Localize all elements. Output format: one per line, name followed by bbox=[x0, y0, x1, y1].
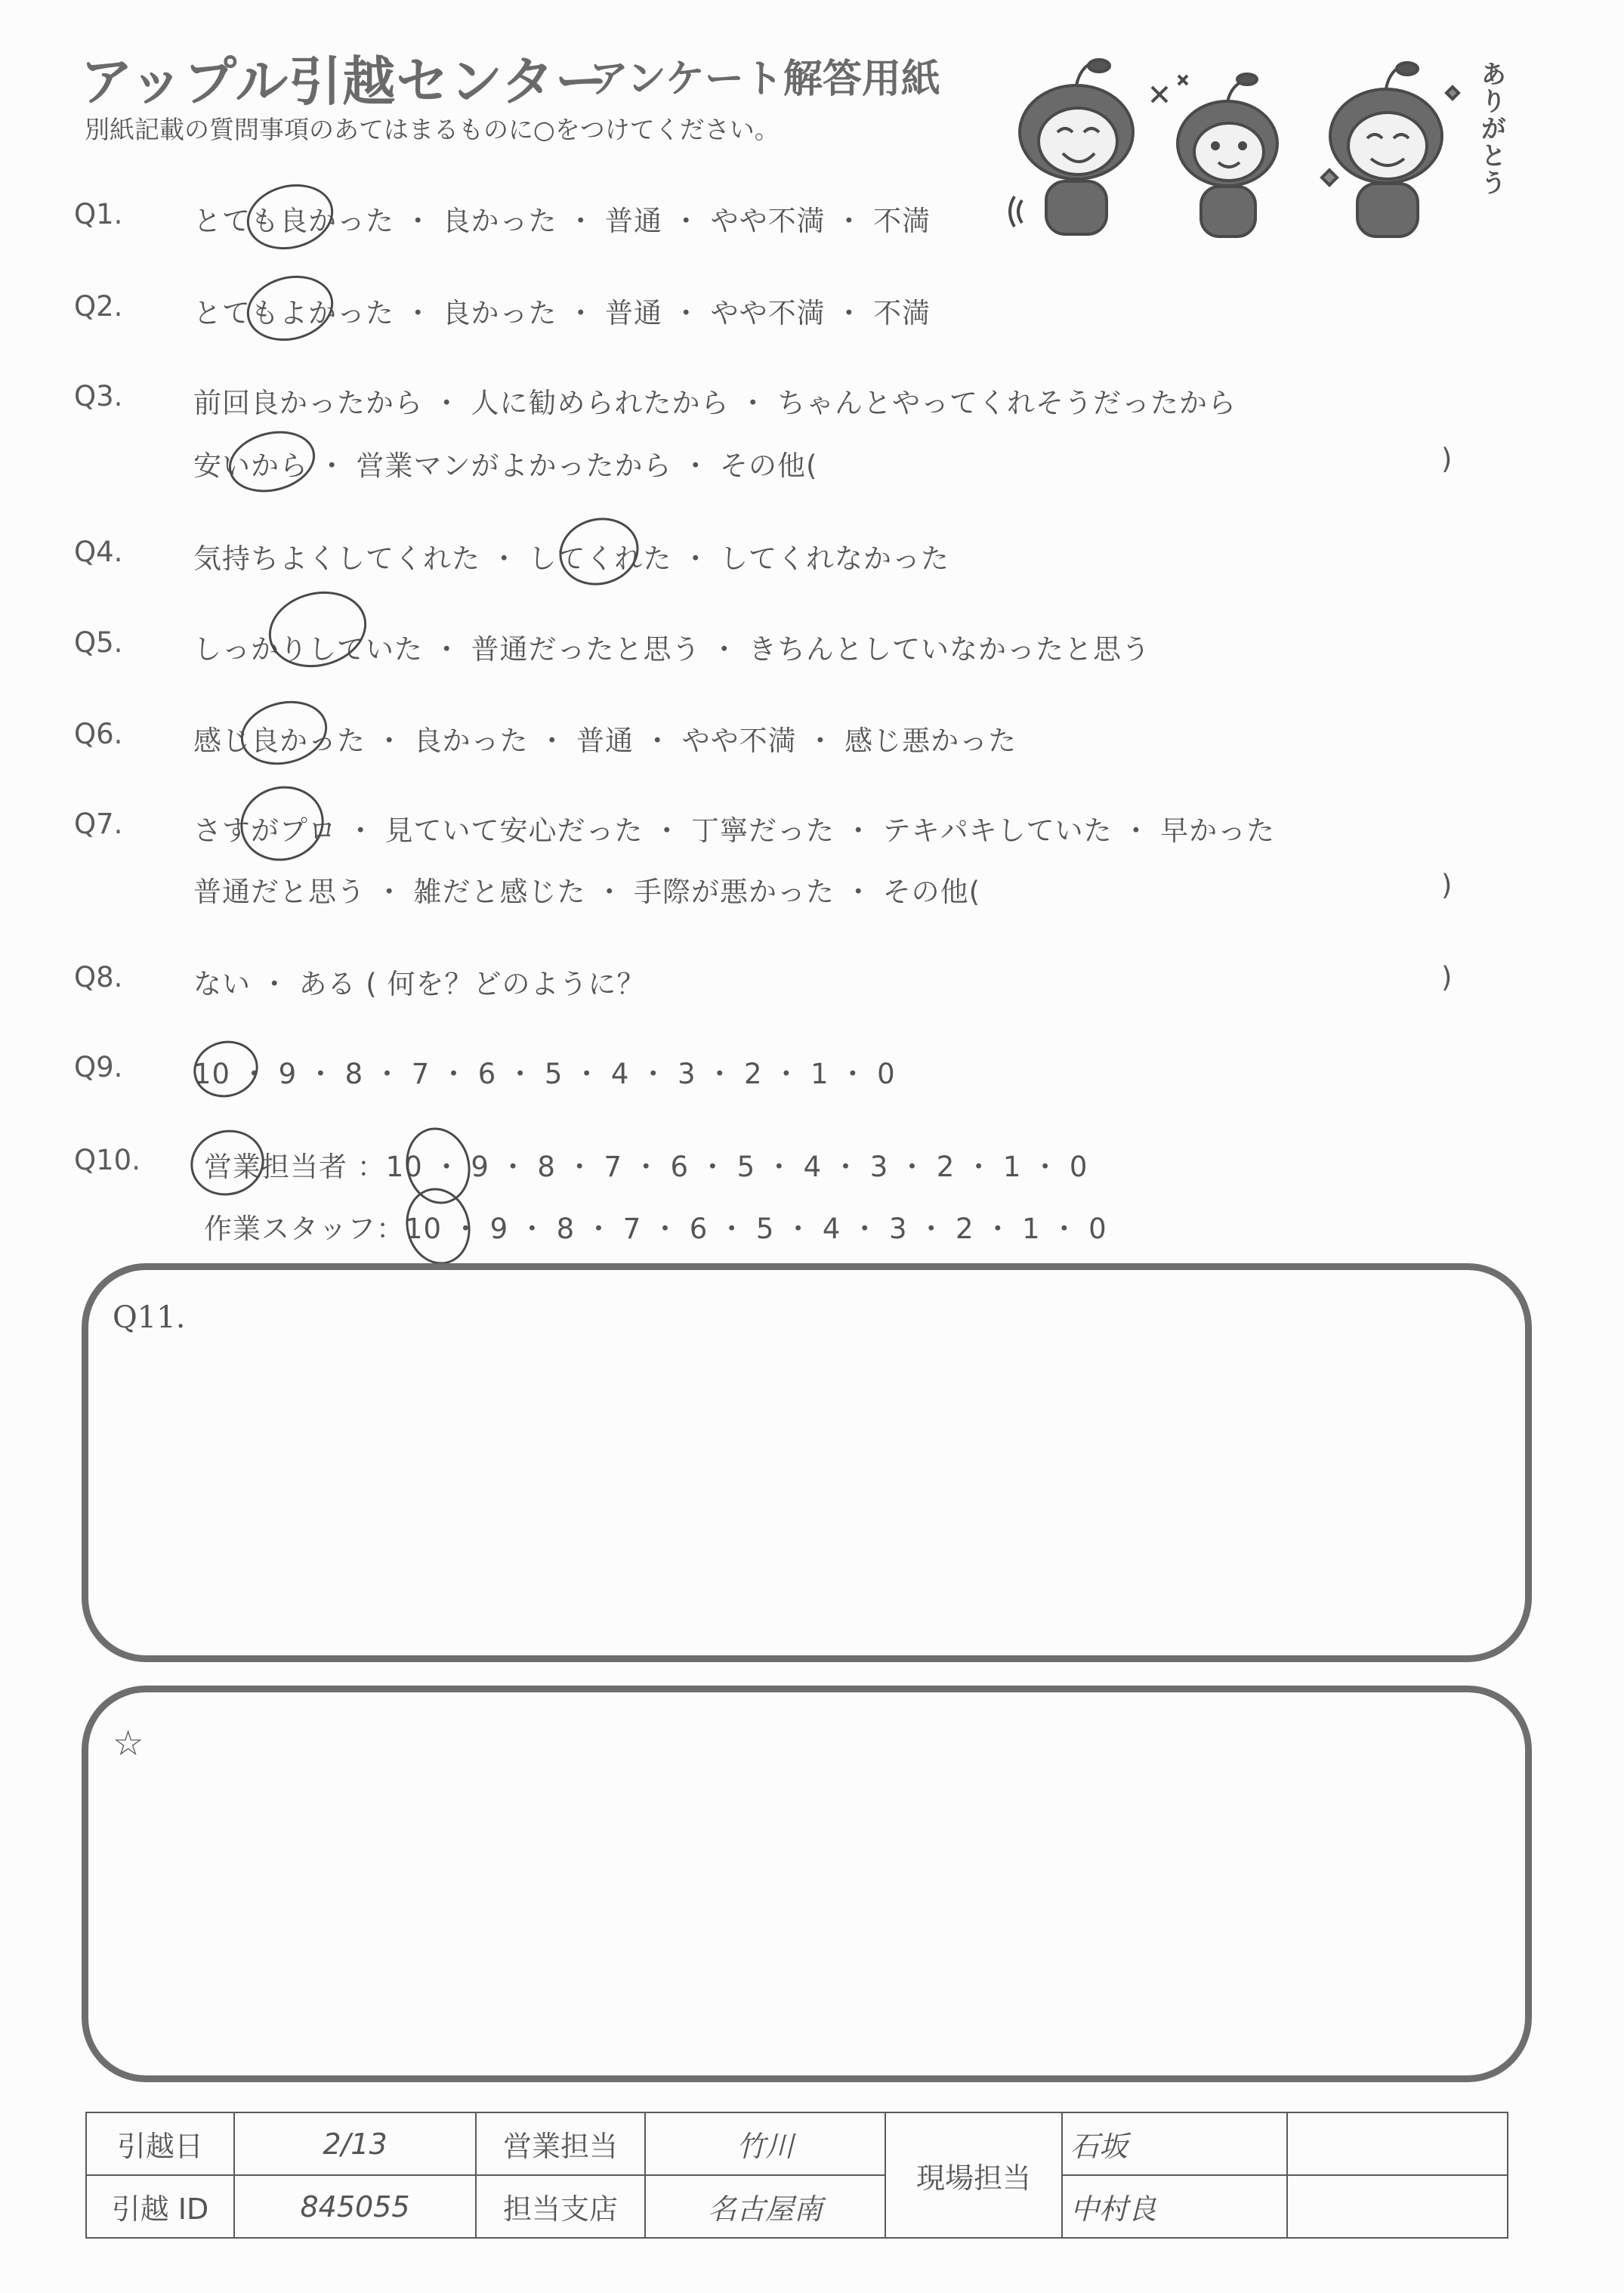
selection-circle bbox=[240, 175, 341, 258]
question-number: Q8. bbox=[74, 961, 123, 994]
star-label: ☆ bbox=[113, 1723, 144, 1763]
site-staff-label: 現場担当 bbox=[885, 2112, 1062, 2238]
empty-cell bbox=[1287, 2112, 1508, 2175]
question-options: 気持ちよくしてくれた ・ してくれた ・ してくれなかった bbox=[193, 542, 950, 575]
q11-label: Q11. bbox=[113, 1300, 186, 1335]
sales-rep-label: 営業担当 bbox=[476, 2112, 645, 2175]
move-date-value: 2/13 bbox=[234, 2112, 476, 2175]
question-options: とてもよかった ・ 良かった ・ 普通 ・ やや不満 ・ 不満 bbox=[193, 297, 931, 329]
close-paren: ) bbox=[1441, 443, 1453, 475]
instruction-text: 別紙記載の質問事項のあてはまるものに○をつけてください。 bbox=[85, 115, 780, 144]
close-paren: ) bbox=[1441, 961, 1453, 994]
selection-circle bbox=[184, 1122, 271, 1203]
question-number: Q7. bbox=[74, 808, 123, 840]
question-number: Q6. bbox=[74, 718, 123, 750]
question-options: とても良かった ・ 良かった ・ 普通 ・ やや不満 ・ 不満 bbox=[193, 205, 931, 237]
question-number: Q5. bbox=[74, 626, 123, 659]
selection-circle bbox=[187, 1034, 264, 1105]
question-options: ない ・ ある ( 何を？どのように？ bbox=[193, 968, 646, 1000]
question-number: Q10. bbox=[74, 1144, 140, 1176]
move-date-label: 引越日 bbox=[86, 2112, 234, 2175]
question-options: 営業担当者 ：10 ・ 9 ・ 8 ・ 7 ・ 6 ・ 5 ・ 4 ・ 3 ・ 2 ・ 1 ・ 0 bbox=[204, 1151, 1088, 1183]
branch-value: 名古屋南 bbox=[645, 2175, 885, 2238]
selection-circle bbox=[398, 1181, 478, 1271]
brand-title: アップル引越センター bbox=[80, 51, 609, 113]
selection-circle bbox=[234, 692, 334, 774]
empty-cell bbox=[1287, 2175, 1508, 2238]
question-number: Q4. bbox=[74, 536, 123, 568]
question-options: しっかりしていた ・ 普通だったと思う ・ きちんとしていなかったと思う bbox=[193, 633, 1151, 666]
question-options: 普通だと思う ・ 雑だと感じた ・ 手際が悪かった ・ その他( bbox=[193, 876, 981, 908]
star-comment-box bbox=[82, 1686, 1532, 2082]
question-options: 安いから ・ 営業マンがよかったから ・ その他( bbox=[193, 450, 818, 482]
move-id-value: 845055 bbox=[234, 2175, 476, 2238]
mascot-caption: ありがとう bbox=[1476, 60, 1506, 196]
question-number: Q9. bbox=[74, 1051, 123, 1083]
move-id-label: 引越 ID bbox=[86, 2175, 234, 2238]
question-number: Q3. bbox=[74, 380, 123, 413]
question-number: Q2. bbox=[74, 290, 123, 323]
q11-comment-box bbox=[82, 1263, 1532, 1662]
question-options: 作業スタッフ：10 ・ 9 ・ 8 ・ 7 ・ 6 ・ 5 ・ 4 ・ 3 ・ 2 ・ 1 ・ 0 bbox=[204, 1213, 1107, 1245]
site-staff-value-2: 中村良 bbox=[1062, 2175, 1287, 2238]
form-subtitle: アンケート解答用紙 bbox=[589, 57, 940, 102]
selection-circle bbox=[552, 509, 646, 593]
branch-label: 担当支店 bbox=[476, 2175, 645, 2238]
question-options: 10 ・ 9 ・ 8 ・ 7 ・ 6 ・ 5 ・ 4 ・ 3 ・ 2 ・ 1 ・ 0 bbox=[193, 1058, 896, 1090]
site-staff-value-1: 石坂 bbox=[1062, 2112, 1287, 2175]
selection-circle bbox=[222, 422, 321, 501]
question-options: さすがプロ ・ 見ていて安心だった ・ 丁寧だった ・ テキパキしていた ・ 早かった bbox=[193, 814, 1276, 847]
mascot-monkeys-illustration bbox=[993, 42, 1537, 246]
question-number: Q1. bbox=[74, 198, 123, 230]
move-info-table bbox=[85, 2112, 1508, 2239]
sales-rep-value: 竹川 bbox=[645, 2112, 885, 2175]
question-options: 前回良かったから ・ 人に勧められたから ・ ちゃんとやってくれそうだったから bbox=[193, 387, 1237, 419]
selection-circle bbox=[233, 777, 332, 870]
selection-circle bbox=[240, 267, 341, 350]
question-options: 感じ良かった ・ 良かった ・ 普通 ・ やや不満 ・ 感じ悪かった bbox=[193, 725, 1017, 757]
close-paren: ) bbox=[1441, 869, 1453, 901]
